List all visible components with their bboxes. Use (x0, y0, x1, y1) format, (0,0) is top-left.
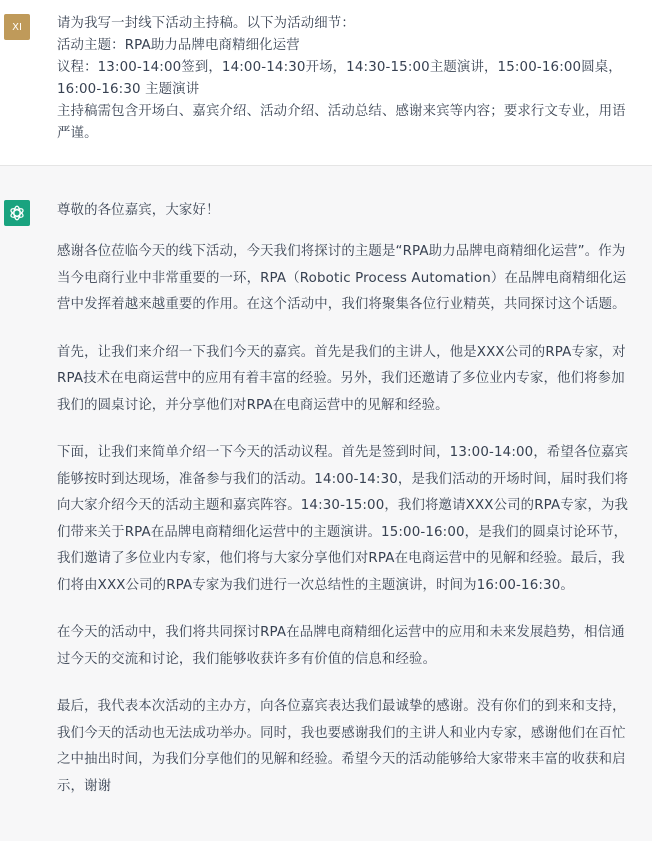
user-message (0, 0, 652, 166)
guest-intro-paragraph: 首先，让我们来介绍一下我们今天的嘉宾。首先是我们的主讲人，他是XXX公司的RPA专家，对RPA技术在电商运营中的应用有着丰富的经验。另外，我们还邀请了多位业内专家，他们将参加我们的圆桌讨论，并分享他们对RPA在电商运营中的见解和经验。 (57, 344, 626, 413)
user-avatar-initials: XI (12, 21, 22, 33)
assistant-avatar (4, 200, 30, 226)
greeting-paragraph: 尊敬的各位嘉宾，大家好！ (57, 203, 220, 218)
summary-paragraph: 在今天的活动中，我们将共同探讨RPA在品牌电商精细化运营中的应用和未来发展趋势，相信通过今天的交流和讨论，我们能够收获许多有价值的信息和经验。 (57, 625, 625, 667)
opening-paragraph: 感谢各位莅临今天的线下活动，今天我们将探讨的主题是“RPA助力品牌电商精细化运营”。作为当今电商行业中非常重要的一环，RPA（Robotic Process Automation）在品牌电商精细化运营中发挥着越来越重要的作用。在这个活动中，我们将聚集各位行业精英，共同探讨这个话题。 (57, 244, 627, 312)
user-message-line: 主持稿需包含开场白、嘉宾介绍、活动介绍、活动总结、感谢来宾等内容；要求行文专业，用语严谨。 (57, 104, 626, 141)
user-avatar (4, 14, 30, 40)
openai-logo-icon (8, 204, 26, 222)
user-message-line: 请为我写一封线下活动主持稿。以下为活动细节： (57, 16, 355, 31)
thanks-paragraph: 最后，我代表本次活动的主办方，向各位嘉宾表达我们最诚挚的感谢。没有你们的到来和支持，我们今天的活动也无法成功举办。同时，我也要感谢我们的主讲人和业内专家，感谢他们在百忙之中抽出时间，为我们分享他们的见解和经验。希望今天的活动能够给大家带来丰富的收获和启示，谢谢 (57, 699, 626, 794)
user-message-line: 活动主题：RPA助力品牌电商精细化运营 (57, 38, 300, 53)
agenda-paragraph: 下面，让我们来简单介绍一下今天的活动议程。首先是签到时间，13:00-14:00，希望各位嘉宾能够按时到达现场，准备参与我们的活动。14:00-14:30，是我们活动的开场时间，届时我们将向大家介绍今天的活动主题和嘉宾阵容。14:30-15:00，我们将邀请XXX公司的RPA专家，为我们带来关于RPA在品牌电商精细化运营中的主题演讲。15:00-16:00，是我们的圆桌讨论环节，我们邀请了多位业内专家，他们将与大家分享他们对RPA在电商运营中的见解和经验。最后，我们将由XXX公司的RPA专家为我们进行一次总结性的主题演讲，时间为16:00-16:30。 (57, 445, 629, 593)
user-message-content (57, 13, 652, 165)
assistant-message (0, 166, 652, 841)
user-message-line: 议程：13:00-14:00签到，14:00-14:30开场，14:30-15:00主题演讲，15:00-16:00圆桌，16:00-16:30 主题演讲 (57, 60, 622, 97)
assistant-message-content (57, 200, 652, 841)
